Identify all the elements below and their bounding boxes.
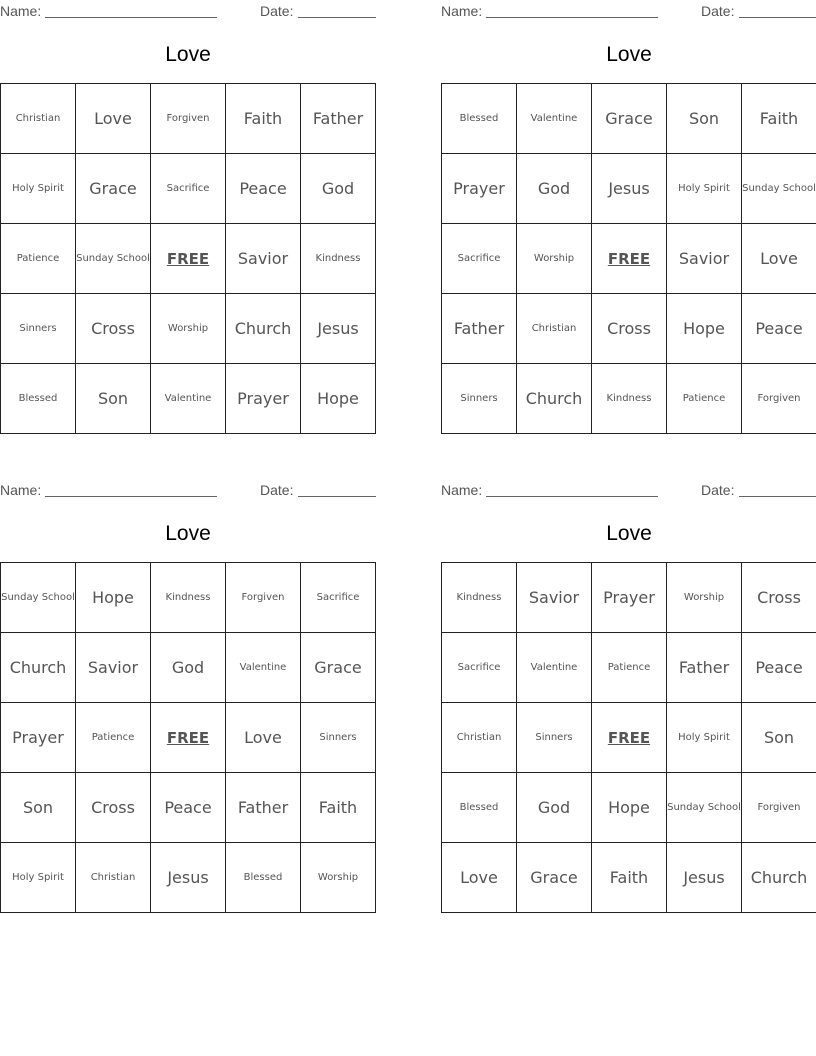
grid-row [442,364,816,434]
date-field-line [298,17,376,18]
bingo-cell: Worship [517,224,592,294]
bingo-cell: Love [742,224,816,294]
card-title: Love [606,522,652,545]
card-title: Love [165,43,211,66]
bingo-cell: Cross [76,773,151,843]
bingo-cell: Grace [592,84,667,154]
bingo-cell: Church [517,364,592,434]
bingo-cell: Blessed [442,84,517,154]
bingo-card [0,479,376,887]
card-header [0,0,376,22]
bingo-cell: Cross [76,294,151,364]
bingo-cell: Peace [226,154,301,224]
bingo-grid [441,562,816,913]
bingo-grid [0,562,376,913]
name-field-line [45,496,217,497]
bingo-cell: Sacrifice [442,224,517,294]
bingo-card [0,0,376,408]
bingo-card [441,479,816,887]
grid-row [1,843,376,913]
bingo-cell: Hope [301,364,376,434]
bingo-cell: Savior [517,563,592,633]
grid-row [442,84,816,154]
name-field-line [486,496,658,497]
card-title: Love [606,43,652,66]
bingo-cell: God [301,154,376,224]
bingo-cell: Patience [1,224,76,294]
bingo-cell: Sunday School [76,224,151,294]
bingo-cell: Worship [151,294,226,364]
bingo-cell: Sinners [442,364,517,434]
bingo-cell: Sinners [301,703,376,773]
bingo-cell: Peace [151,773,226,843]
bingo-cell: Forgiven [226,563,301,633]
card-header [441,0,816,22]
bingo-cell: Valentine [151,364,226,434]
bingo-cell: God [517,154,592,224]
bingo-cell: Hope [76,563,151,633]
bingo-cell: Faith [592,843,667,913]
grid-row [1,563,376,633]
bingo-cell: Valentine [226,633,301,703]
bingo-cell: Grace [517,843,592,913]
bingo-cell: Cross [592,294,667,364]
bingo-cell: Sacrifice [442,633,517,703]
bingo-cell: Father [667,633,742,703]
bingo-cell: Sacrifice [151,154,226,224]
bingo-cell: Kindness [442,563,517,633]
free-space-cell: FREE [592,224,667,294]
date-field-line [739,17,816,18]
date-label: Date: [260,3,294,19]
grid-row [1,633,376,703]
bingo-cell: Blessed [1,364,76,434]
bingo-cell: Sinners [1,294,76,364]
grid-row [442,703,816,773]
bingo-cell: Father [442,294,517,364]
bingo-cell: Forgiven [742,773,816,843]
bingo-cell: Love [442,843,517,913]
bingo-cell: God [517,773,592,843]
bingo-cell: Peace [742,294,816,364]
bingo-cell: Kindness [151,563,226,633]
bingo-cell: Holy Spirit [1,843,76,913]
bingo-cell: Peace [742,633,816,703]
bingo-cell: Church [1,633,76,703]
free-space-cell: FREE [592,703,667,773]
date-label: Date: [701,3,735,19]
bingo-cell: Son [667,84,742,154]
grid-row [442,633,816,703]
bingo-cell: Sacrifice [301,563,376,633]
grid-row [1,364,376,434]
bingo-cell: Father [301,84,376,154]
bingo-cell: Faith [226,84,301,154]
bingo-cell: Son [742,703,816,773]
grid-row [442,154,816,224]
name-field-line [486,17,658,18]
bingo-cell: Father [226,773,301,843]
bingo-cell: Sinners [517,703,592,773]
bingo-cell: Faith [742,84,816,154]
name-label: Name: [0,3,42,19]
bingo-cell: Kindness [301,224,376,294]
bingo-cell: Christian [517,294,592,364]
card-header [441,479,816,501]
date-label: Date: [260,482,294,498]
bingo-cell: Prayer [226,364,301,434]
grid-row [442,843,816,913]
bingo-cell: Grace [301,633,376,703]
bingo-cell: Jesus [151,843,226,913]
bingo-cell: Son [1,773,76,843]
bingo-cell: Worship [667,563,742,633]
bingo-cell: Patience [592,633,667,703]
grid-row [442,773,816,843]
bingo-cell: Blessed [226,843,301,913]
bingo-cell: Hope [592,773,667,843]
bingo-cell: Cross [742,563,816,633]
bingo-cell: Savior [667,224,742,294]
grid-row [1,703,376,773]
bingo-cell: Son [76,364,151,434]
grid-row [442,563,816,633]
grid-row [1,294,376,364]
name-label: Name: [441,3,483,19]
bingo-cell: Holy Spirit [667,154,742,224]
bingo-cell: Christian [1,84,76,154]
name-label: Name: [0,482,42,498]
bingo-cell: Blessed [442,773,517,843]
bingo-cell: Prayer [1,703,76,773]
card-title: Love [165,522,211,545]
grid-row [1,84,376,154]
card-header [0,479,376,501]
grid-row [1,154,376,224]
bingo-cell: Christian [76,843,151,913]
free-space-cell: FREE [151,224,226,294]
bingo-cell: Worship [301,843,376,913]
bingo-cell: Grace [76,154,151,224]
bingo-cell: Prayer [592,563,667,633]
bingo-cell: Savior [76,633,151,703]
bingo-card [441,0,816,408]
bingo-cell: Savior [226,224,301,294]
bingo-cell: Faith [301,773,376,843]
bingo-cell: Valentine [517,84,592,154]
name-label: Name: [441,482,483,498]
bingo-grid [441,83,816,434]
bingo-cell: Jesus [592,154,667,224]
bingo-cell: Christian [442,703,517,773]
bingo-cell: Patience [667,364,742,434]
grid-row [1,224,376,294]
date-field-line [739,496,816,497]
date-label: Date: [701,482,735,498]
bingo-cell: Sunday School [742,154,816,224]
free-space-cell: FREE [151,703,226,773]
bingo-cell: Jesus [667,843,742,913]
bingo-cell: Forgiven [742,364,816,434]
bingo-cell: God [151,633,226,703]
bingo-cell: Sunday School [667,773,742,843]
bingo-cell: Valentine [517,633,592,703]
name-field-line [45,17,217,18]
bingo-cell: Love [226,703,301,773]
bingo-cell: Hope [667,294,742,364]
bingo-cell: Church [742,843,816,913]
bingo-cell: Kindness [592,364,667,434]
bingo-cell: Love [76,84,151,154]
bingo-cell: Holy Spirit [667,703,742,773]
bingo-cell: Sunday School [1,563,76,633]
bingo-grid [0,83,376,434]
date-field-line [298,496,376,497]
grid-row [1,773,376,843]
bingo-cell: Patience [76,703,151,773]
bingo-cell: Church [226,294,301,364]
bingo-cell: Forgiven [151,84,226,154]
bingo-cell: Jesus [301,294,376,364]
bingo-cell: Prayer [442,154,517,224]
grid-row [442,294,816,364]
bingo-cell: Holy Spirit [1,154,76,224]
grid-row [442,224,816,294]
